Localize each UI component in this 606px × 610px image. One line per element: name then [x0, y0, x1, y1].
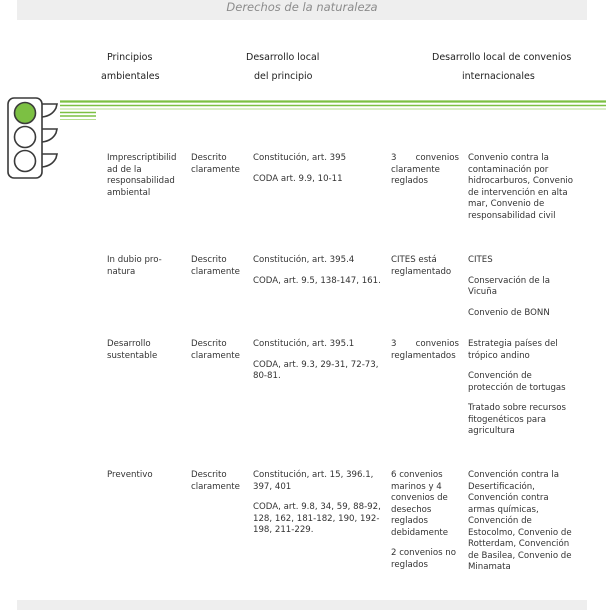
row-3-convention-item: Estrategia países del trópico andino — [468, 339, 558, 361]
row-1-status-line: claramente — [191, 164, 240, 175]
row-2-convention-item: Convenio de BONN — [468, 307, 550, 318]
row-4-count-item: 6 convenios marinos y 4 convenios de desechos reglados debidamente — [391, 470, 449, 538]
row-1-count-line: reglados — [391, 176, 428, 186]
row-4-conventions — [468, 470, 574, 574]
row-3-status — [191, 339, 247, 362]
row-3-status-line: claramente — [191, 350, 240, 361]
row-1-status-line: Descrito — [191, 153, 227, 163]
row-3-convention-item: Tratado sobre recursos fitogenéticos para agricultura — [468, 403, 566, 436]
row-2-conventions — [468, 255, 574, 319]
row-4-local-ref: CODA, art. 9.8, 34, 59, 88-92, 128, 162, 181-182, 190, 192-198, 211-229. — [253, 502, 381, 535]
row-3-local-ref: Constitución, art. 395.1 — [253, 339, 355, 349]
row-4-count-item: 2 convenios no reglados — [391, 548, 457, 570]
column-header-conventions-line2: internacionales — [462, 71, 535, 82]
row-1-count-line: claramente — [391, 164, 440, 175]
row-2-local-ref: Constitución, art. 395.4 — [253, 255, 355, 265]
row-1-principle-line: responsabilidad — [107, 176, 175, 186]
row-4-principle-line: Preventivo — [107, 470, 153, 480]
row-2-principle — [107, 255, 183, 278]
row-4-status-line: claramente — [191, 481, 240, 492]
row-1-local-ref: Constitución, art. 395 — [253, 153, 347, 163]
row-1-principle-line: ambiental — [107, 187, 151, 198]
row-1-local — [253, 153, 387, 185]
row-1-count-text: 3 convenios — [391, 153, 459, 163]
row-1-conventions — [468, 153, 574, 222]
row-2-local — [253, 255, 387, 287]
column-header-principles-line2: ambientales — [101, 71, 160, 82]
row-1-local-ref: CODA art. 9.9, 10-11 — [253, 173, 343, 184]
row-3-principle-line: Desarrollo — [107, 339, 151, 349]
row-2-count-line: reglamentado — [391, 266, 452, 277]
column-header-local-line1: Desarrollo local — [246, 52, 320, 63]
row-1-convention-count — [391, 153, 459, 188]
row-1-count-line — [391, 153, 459, 165]
row-2-status-line: claramente — [191, 266, 240, 277]
row-4-principle — [107, 470, 183, 482]
row-4-convention-count — [391, 470, 459, 571]
row-1-principle-line: Imprescriptibilid — [107, 153, 177, 163]
footer-band — [17, 600, 587, 610]
row-2-convention-item: Conservación de la Vicuña — [468, 275, 551, 297]
row-1-status — [191, 153, 247, 176]
row-3-count-line — [391, 339, 459, 351]
row-2-principle-line: In dubio pro- — [107, 255, 162, 265]
row-1-convention-item: Convenio contra la contaminación por hidrocarburos, Convenio de intervención en alta mar, Convenio de responsabilidad civil — [468, 153, 574, 221]
row-1-principle-line: ad de la — [107, 164, 142, 175]
row-4-status-line: Descrito — [191, 470, 227, 480]
row-4-status — [191, 470, 247, 493]
row-2-convention-count — [391, 255, 459, 278]
row-2-principle-line: natura — [107, 266, 136, 277]
row-3-local — [253, 339, 387, 383]
row-2-convention-item: CITES — [468, 255, 493, 265]
row-1-principle — [107, 153, 183, 199]
traffic-light-icon — [0, 95, 70, 185]
row-4-convention-item: Convención contra la Desertificación, Convención contra armas químicas, Convención de Estocolmo, Convenio de Rotterdam, Convención de Basilea, Convenio de Minamata — [468, 470, 572, 572]
row-3-conventions — [468, 339, 574, 438]
column-header-principles-line1: Principios — [107, 52, 153, 63]
row-3-status-line: Descrito — [191, 339, 227, 349]
row-3-local-ref: CODA, art. 9.3, 29-31, 72-73, 80-81. — [253, 359, 379, 381]
row-3-count-text: 3 convenios — [391, 339, 459, 349]
row-4-local — [253, 470, 387, 537]
row-4-local-ref: Constitución, art. 15, 396.1, 397, 401 — [253, 470, 374, 492]
header-band-title: Derechos de la naturaleza — [226, 0, 378, 14]
row-2-count-line: CITES está — [391, 255, 437, 265]
column-header-local-line2: del principio — [254, 71, 313, 82]
row-3-principle-line: sustentable — [107, 350, 158, 361]
row-2-local-ref: CODA, art. 9.5, 138-147, 161. — [253, 275, 381, 286]
row-2-status — [191, 255, 247, 278]
row-3-count-line: reglamentados — [391, 350, 456, 361]
row-3-convention-count — [391, 339, 459, 362]
row-3-convention-item: Convención de protección de tortugas — [468, 371, 566, 393]
row-2-status-line: Descrito — [191, 255, 227, 265]
green-stripes-divider — [0, 0, 606, 130]
row-3-principle — [107, 339, 183, 362]
column-header-conventions-line1: Desarrollo local de convenios — [432, 52, 572, 63]
